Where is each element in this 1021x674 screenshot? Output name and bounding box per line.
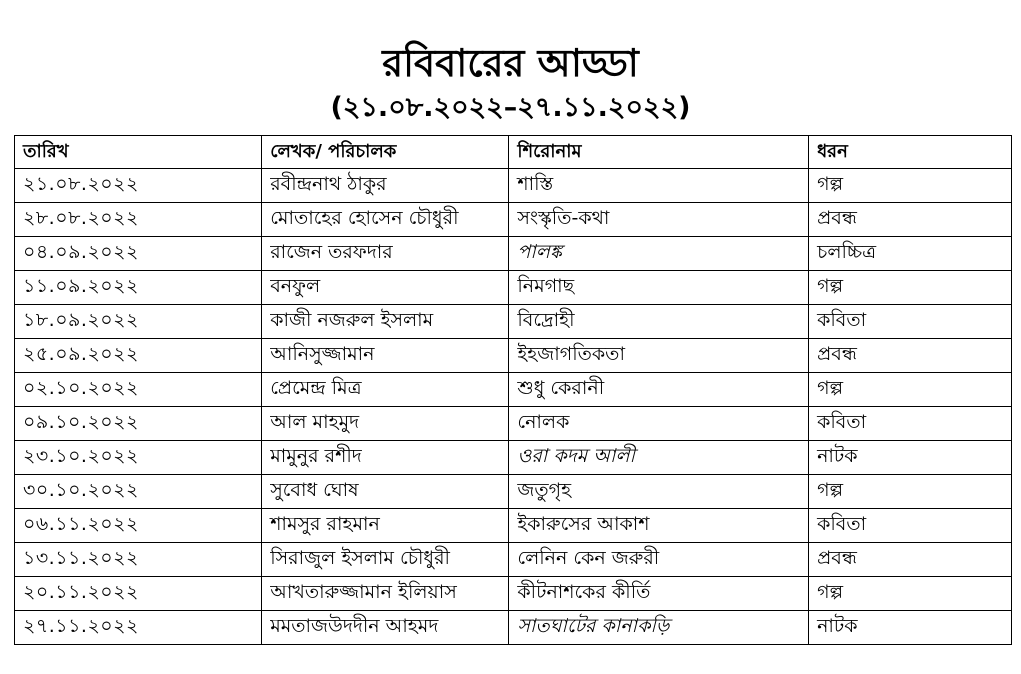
cell-title: শুধু কেরানী <box>509 373 809 407</box>
cell-genre: গল্প <box>809 169 1012 203</box>
cell-title: বিদ্রোহী <box>509 305 809 339</box>
cell-date: ২১.০৮.২০২২ <box>15 169 262 203</box>
cell-title: শাস্তি <box>509 169 809 203</box>
cell-genre: কবিতা <box>809 305 1012 339</box>
table-row <box>15 509 1012 543</box>
table-row <box>15 543 1012 577</box>
cell-author: আল মাহমুদ <box>262 407 509 441</box>
cell-date: ২৫.০৯.২০২২ <box>15 339 262 373</box>
cell-date: ০৯.১০.২০২২ <box>15 407 262 441</box>
cell-author: মমতাজউদদীন আহমদ <box>262 611 509 645</box>
cell-date: ২৮.০৮.২০২২ <box>15 203 262 237</box>
table-row <box>15 577 1012 611</box>
cell-author: মোতাহের হোসেন চৌধুরী <box>262 203 509 237</box>
table-row <box>15 169 1012 203</box>
header-date: তারিখ <box>15 136 262 169</box>
cell-genre: গল্প <box>809 373 1012 407</box>
cell-date: ১৩.১১.২০২২ <box>15 543 262 577</box>
header-genre: ধরন <box>809 136 1012 169</box>
table-row <box>15 339 1012 373</box>
cell-author: রবীন্দ্রনাথ ঠাকুর <box>262 169 509 203</box>
cell-author: সিরাজুল ইসলাম চৌধুরী <box>262 543 509 577</box>
table-row <box>15 271 1012 305</box>
header-title: শিরোনাম <box>509 136 809 169</box>
cell-title: ইকারুসের আকাশ <box>509 509 809 543</box>
cell-author: কাজী নজরুল ইসলাম <box>262 305 509 339</box>
cell-genre: প্রবন্ধ <box>809 339 1012 373</box>
cell-date: ০৪.০৯.২০২২ <box>15 237 262 271</box>
cell-title: নিমগাছ <box>509 271 809 305</box>
cell-genre: গল্প <box>809 475 1012 509</box>
page-title: রবিবারের আড্ডা <box>382 41 639 85</box>
table-body <box>15 169 1012 645</box>
cell-date: ০২.১০.২০২২ <box>15 373 262 407</box>
cell-genre: কবিতা <box>809 407 1012 441</box>
cell-title: সাতঘাটের কানাকড়ি <box>509 611 809 645</box>
cell-author: বনফুল <box>262 271 509 305</box>
cell-genre: কবিতা <box>809 509 1012 543</box>
cell-date: ১১.০৯.২০২২ <box>15 271 262 305</box>
cell-title: সংস্কৃতি-কথা <box>509 203 809 237</box>
cell-date: ০৬.১১.২০২২ <box>15 509 262 543</box>
cell-date: ২০.১১.২০২২ <box>15 577 262 611</box>
date-range-subtitle: (২১.০৮.২০২২–২৭.১১.২০২২) <box>330 92 691 123</box>
cell-genre: গল্প <box>809 271 1012 305</box>
cell-genre: প্রবন্ধ <box>809 543 1012 577</box>
cell-date: ৩০.১০.২০২২ <box>15 475 262 509</box>
cell-date: ২৭.১১.২০২২ <box>15 611 262 645</box>
cell-date: ২৩.১০.২০২২ <box>15 441 262 475</box>
cell-title: পালঙ্ক <box>509 237 809 271</box>
cell-title: নোলক <box>509 407 809 441</box>
cell-title: জতুগৃহ <box>509 475 809 509</box>
cell-genre: প্রবন্ধ <box>809 203 1012 237</box>
table-header-row <box>15 136 1012 169</box>
table-row <box>15 237 1012 271</box>
cell-genre: নাটক <box>809 611 1012 645</box>
cell-title: লেনিন কেন জরুরী <box>509 543 809 577</box>
cell-genre: গল্প <box>809 577 1012 611</box>
cell-title: ইহজাগতিকতা <box>509 339 809 373</box>
cell-genre: চলচ্চিত্র <box>809 237 1012 271</box>
cell-title: ওরা কদম আলী <box>509 441 809 475</box>
table-row <box>15 611 1012 645</box>
cell-author: সুবোধ ঘোষ <box>262 475 509 509</box>
cell-date: ১৮.০৯.২০২২ <box>15 305 262 339</box>
table-row <box>15 475 1012 509</box>
cell-author: রাজেন তরফদার <box>262 237 509 271</box>
cell-author: আখতারুজ্জামান ইলিয়াস <box>262 577 509 611</box>
cell-author: প্রেমেন্দ্র মিত্র <box>262 373 509 407</box>
cell-genre: নাটক <box>809 441 1012 475</box>
header-author: লেখক/ পরিচালক <box>262 136 509 169</box>
table-row <box>15 441 1012 475</box>
table-row <box>15 305 1012 339</box>
table-row <box>15 203 1012 237</box>
cell-title: কীটনাশকের কীর্তি <box>509 577 809 611</box>
schedule-table <box>14 135 1012 645</box>
cell-author: আনিসুজ্জামান <box>262 339 509 373</box>
table-row <box>15 407 1012 441</box>
table-row <box>15 373 1012 407</box>
cell-author: শামসুর রাহমান <box>262 509 509 543</box>
cell-author: মামুনুর রশীদ <box>262 441 509 475</box>
